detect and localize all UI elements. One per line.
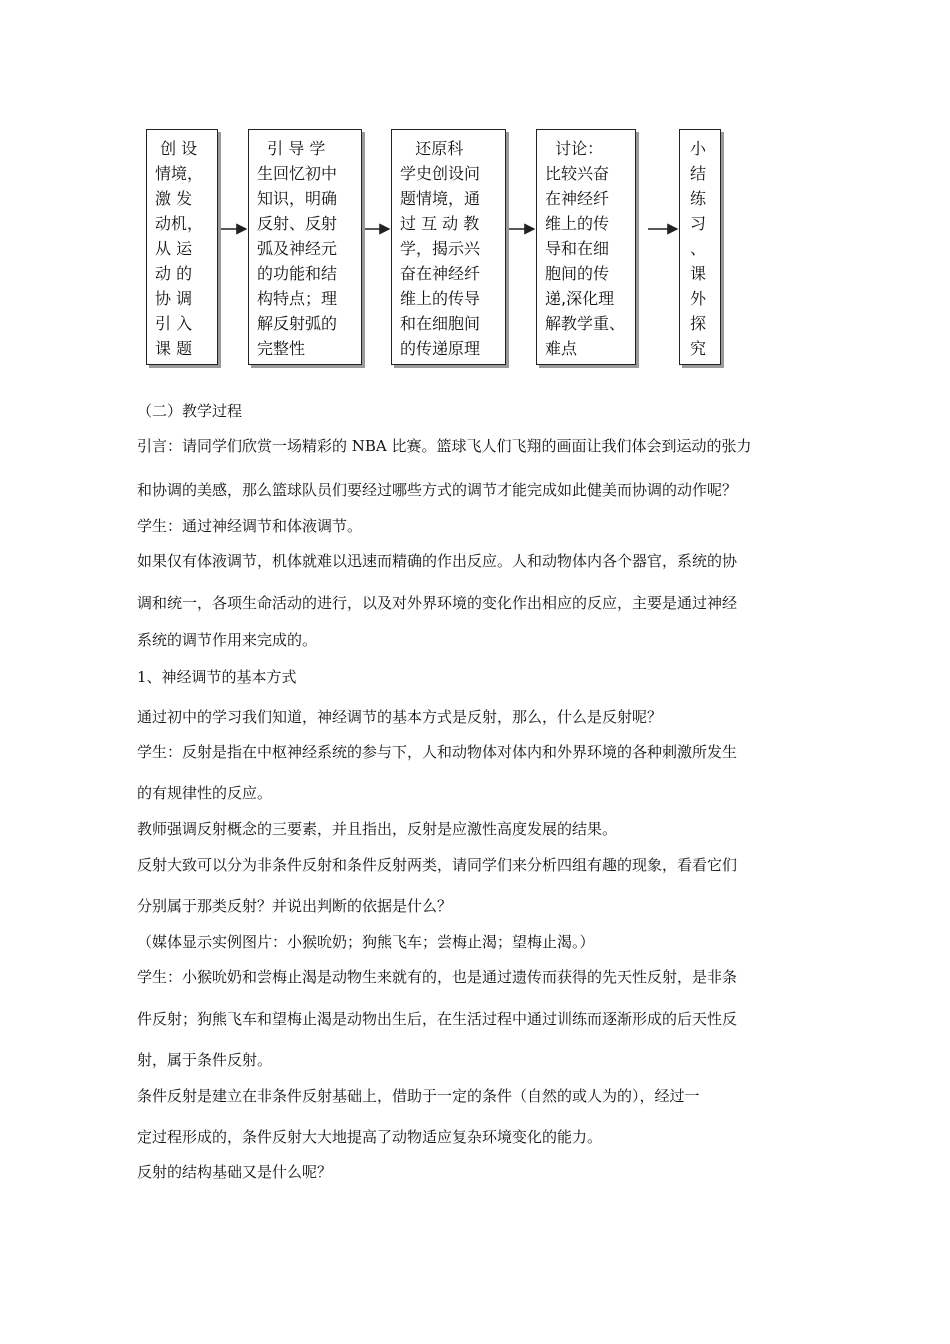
flow-box-1-line: 动机，	[155, 214, 204, 233]
flow-box-5-line: 究	[690, 339, 707, 358]
flow-box-5-line: 探	[690, 314, 707, 333]
flow-box-1-line: 课 题	[155, 339, 193, 358]
paragraph-line: 和协调的美感，那么篮球队员们要经过哪些方式的调节才能完成如此健美而协调的动作呢？	[137, 481, 738, 499]
paragraph-line: 学生：反射是指在中枢神经系统的参与下，人和动物体对体内和外界环境的各种刺激所发生	[137, 743, 738, 761]
flow-box-3-line: 学史创设问	[400, 164, 481, 183]
paragraph-line: 反射的结构基础又是什么呢？	[137, 1163, 333, 1181]
subsection-heading: 1、神经调节的基本方式	[137, 668, 297, 686]
flow-box-2-line: 引 导 学	[257, 139, 326, 158]
flow-box-3-line: 和在细胞间	[400, 314, 481, 333]
flow-box-4-line: 胞间的传	[545, 264, 610, 283]
flow-box-4-line: 递,深化理	[545, 289, 615, 308]
flow-box-1-line: 协 调	[155, 289, 193, 308]
paragraph-line: 反射大致可以分为非条件反射和条件反射两类，请同学们来分析四组有趣的现象，看看它们	[137, 856, 738, 874]
flow-box-1-line: 创 设	[155, 139, 198, 158]
flowchart	[0, 0, 950, 380]
flow-box-5-line: 外	[690, 289, 707, 308]
flow-box-2-line: 弧及神经元	[257, 239, 338, 258]
paragraph-line: 调和统一，各项生命活动的进行，以及对外界环境的变化作出相应的反应，主要是通过神经	[137, 594, 738, 612]
flow-box-1-line: 情境，	[155, 164, 204, 183]
paragraph-line: （媒体显示实例图片：小猴吮奶；狗熊飞车；尝梅止渴；望梅止渴。）	[137, 933, 595, 951]
flow-box-3-line: 维上的传导	[400, 289, 481, 308]
paragraph-line: 引言：请同学们欣赏一场精彩的 NBA 比赛。篮球飞人们飞翔的画面让我们体会到运动的张力	[137, 437, 752, 455]
flow-box-3-line: 过 互 动 教	[400, 214, 480, 233]
flow-box-3-line: 奋在神经纤	[400, 264, 481, 283]
flow-box-4-line: 导和在细	[545, 239, 610, 258]
flow-box-4-line: 在神经纤	[545, 189, 610, 208]
flow-box-3-line: 学，揭示兴	[400, 239, 481, 258]
flow-box-5-line: 习	[690, 214, 707, 233]
flow-box-5	[679, 129, 721, 365]
flow-box-3-line: 的传递原理	[400, 339, 481, 358]
flow-box-2-line: 反射、反射	[257, 214, 338, 233]
flow-box-2-line: 的功能和结	[257, 264, 338, 283]
flow-box-1-line: 激 发	[155, 189, 193, 208]
flow-box-5-line: 练	[690, 189, 707, 208]
flow-box-1-line: 引 入	[155, 314, 193, 333]
flow-box-5-line: 结	[690, 164, 707, 183]
flow-box-2-line: 构特点；理	[257, 289, 338, 308]
flow-box-4-line: 讨论：	[545, 139, 604, 158]
flow-box-1	[146, 129, 218, 365]
paragraph-line: 件反射；狗熊飞车和望梅止渴是动物出生后，在生活过程中通过训练而逐渐形成的后天性反	[137, 1010, 738, 1028]
flow-box-4-line: 比较兴奋	[545, 164, 610, 183]
flow-box-4-line: 维上的传	[545, 214, 610, 233]
flow-box-2-line: 生回忆初中	[257, 164, 338, 183]
flow-box-5-line: 课	[690, 264, 707, 283]
flow-box-5-line: 、	[690, 239, 707, 258]
flow-box-3-line: 题情境，通	[400, 189, 481, 208]
flow-box-1-line: 从 运	[155, 239, 193, 258]
paragraph-line: 学生：小猴吮奶和尝梅止渴是动物生来就有的，也是通过遗传而获得的先天性反射，是非条	[137, 968, 738, 986]
paragraph-line: 定过程形成的，条件反射大大地提高了动物适应复杂环境变化的能力。	[137, 1128, 603, 1146]
flow-box-2-line: 完整性	[257, 339, 306, 358]
flow-box-3	[391, 129, 506, 365]
paragraph-line: 如果仅有体液调节，机体就难以迅速而精确的作出反应。人和动物体内各个器官，系统的协	[137, 552, 738, 570]
flow-box-4	[536, 129, 636, 365]
flow-box-4-line: 难点	[545, 339, 578, 358]
flow-box-2-line: 知识，明确	[257, 189, 338, 208]
paragraph-line: 学生：通过神经调节和体液调节。	[137, 517, 363, 535]
paragraph-line: 分别属于那类反射？并说出判断的依据是什么？	[137, 897, 453, 915]
flow-box-3-line: 还原科	[400, 139, 464, 158]
paragraph-line: 的有规律性的反应。	[137, 784, 273, 802]
paragraph-line: 通过初中的学习我们知道，神经调节的基本方式是反射，那么，什么是反射呢？	[137, 708, 663, 726]
paragraph-line: 条件反射是建立在非条件反射基础上，借助于一定的条件（自然的或人为的），经过一	[137, 1087, 700, 1105]
flow-box-2	[248, 129, 362, 365]
paragraph-line: 系统的调节作用来完成的。	[137, 631, 318, 649]
flow-box-4-line: 解教学重、	[545, 314, 626, 333]
section-heading: （二）教学过程	[137, 402, 243, 420]
flow-box-5-line: 小	[690, 139, 707, 158]
flow-box-1-line: 动 的	[155, 264, 193, 283]
flow-box-2-line: 解反射弧的	[257, 314, 338, 333]
paragraph-line: 教师强调反射概念的三要素，并且指出，反射是应激性高度发展的结果。	[137, 820, 618, 838]
paragraph-line: 射，属于条件反射。	[137, 1051, 273, 1069]
